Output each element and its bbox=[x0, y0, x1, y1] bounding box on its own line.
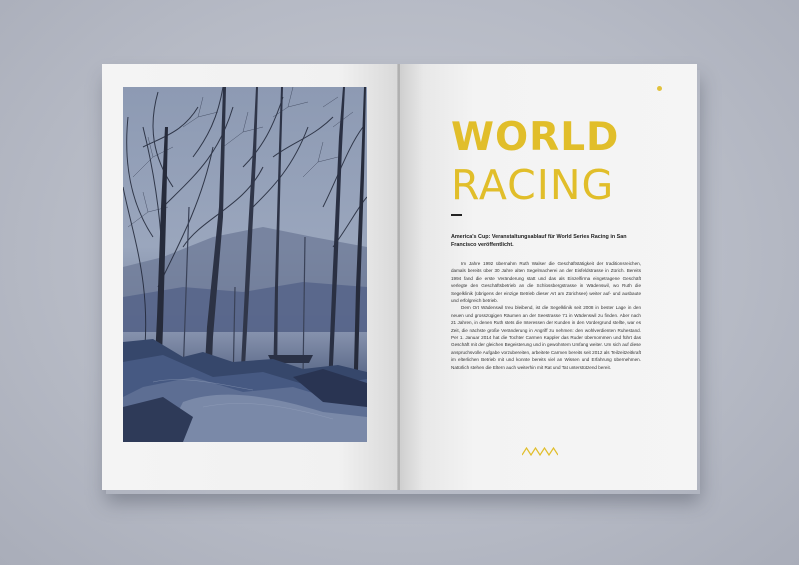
left-page bbox=[102, 64, 398, 490]
zigzag-icon bbox=[522, 443, 558, 461]
article-paragraph: Dem Ort Wädenswil treu bleibend, ist die Segelklinik seit 2008 in bester Lage in den neuen und grosszügigen Räumen an der Seestrasse 71 in Wädenswil zu finden. Aber nach 21 Jahren, in denen Ruth stets die Interessen der Kunden in den Vordergrund stellte, war es Zeit, die nächste große Veränderung in Angriff zu nehmen: den wohlverdienten Ruhestand. Per 1. Januar 2014 hat die Tochter Carmen Kappler das Ruder übernommen und führt das Geschäft mit der gleichen Begeisterung und in gewohntem Umfang weiter. Um sich auf diese anspruchsvolle Aufgabe vorzubereiten, arbeitete Carmen bereits seit 2012 als Teilzeitzeitkraft im elterlichen Betrieb mit und konnte bereits viel an Wissen und Erfahrung übernehmen. Natürlich stehen die Eltern auch weiterhin mit Rat und Tat unterstützend bereit. bbox=[451, 305, 641, 370]
title-line-1: WORLD bbox=[451, 115, 620, 160]
right-page bbox=[400, 64, 697, 490]
lead-paragraph: America's Cup: Veranstaltungsablauf für World Series Racing in San Francisco veröffentlicht. bbox=[451, 234, 627, 248]
title-rule bbox=[451, 214, 462, 216]
lake-harbor-photo bbox=[123, 87, 367, 442]
article-body bbox=[451, 260, 641, 371]
article-paragraph: Im Jahre 1992 übernahm Ruth Walser die Geschäftstätigkeit der traditionsreichen, damals bereits über 30 Jahre alten Segelmacherei an der Eisfeldstrasse in Zürich. Bereits 1994 fand die erste Veränderung statt und das als Einzelfirma eingetragene Geschäft verlegte den Geschäftsbetrieb an die Schlossbergstrasse in Wädenswil, wo Ruth die Segelklinik (übrigens der einzige Betrieb dieser Art am Zürichsee) weiter auf- und ausbaute und erfolgreich betrieb. bbox=[451, 261, 641, 304]
title-line-2: RACING bbox=[451, 161, 615, 209]
accent-dot bbox=[657, 86, 662, 91]
